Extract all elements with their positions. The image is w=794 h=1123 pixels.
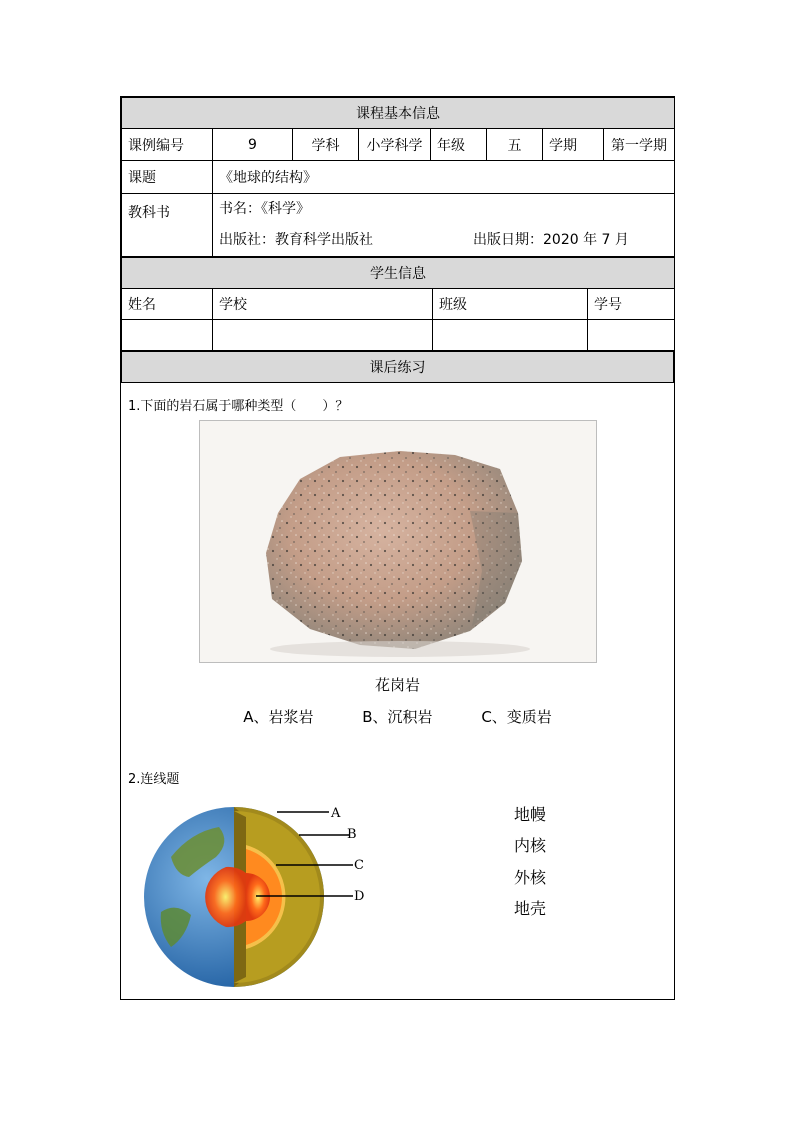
class-field[interactable] [433, 320, 588, 351]
school-label: 学校 [213, 289, 433, 320]
publisher: 出版社：教育科学出版社 [219, 232, 373, 248]
granite-photo [199, 420, 597, 663]
student-info-header: 学生信息 [122, 258, 675, 289]
answer-outer-core[interactable]: 外核 [514, 868, 547, 887]
label-c: C [354, 858, 364, 873]
question-2: 2.连线题 [128, 772, 180, 787]
student-info-table [121, 257, 675, 351]
name-label: 姓名 [122, 289, 213, 320]
topic-value: 《地球的结构》 [213, 161, 675, 194]
option-a[interactable]: A、岩浆岩 [243, 708, 314, 726]
pub-date: 出版日期：2020 年 7 月 [473, 232, 629, 248]
number-field[interactable] [588, 320, 675, 351]
book-name: 书名：《科学》 [219, 201, 310, 217]
subject-value: 小学科学 [359, 129, 431, 161]
term-label: 学期 [543, 129, 604, 161]
worksheet [120, 96, 675, 1000]
textbook-label: 教科书 [122, 194, 213, 257]
exercise-header: 课后练习 [122, 352, 674, 383]
question-1: 1.下面的岩石属于哪种类型（ ）？ [128, 399, 349, 414]
id-value: 9 [213, 129, 293, 161]
name-field[interactable] [122, 320, 213, 351]
school-field[interactable] [213, 320, 433, 351]
label-a: A [331, 806, 341, 821]
option-b[interactable]: B、沉积岩 [362, 708, 433, 726]
rock-caption: 花岗岩 [374, 676, 420, 694]
subject-label: 学科 [293, 129, 359, 161]
grade-value: 五 [487, 129, 543, 161]
textbook-cell [213, 194, 675, 257]
option-c[interactable]: C、变质岩 [481, 708, 552, 726]
answer-crust[interactable]: 地壳 [514, 899, 547, 918]
course-info-table [121, 97, 675, 257]
answer-mantle[interactable]: 地幔 [514, 805, 547, 824]
answer-inner-core[interactable]: 内核 [514, 836, 547, 855]
earth-structure-diagram [141, 797, 381, 997]
answer-options [121, 706, 674, 727]
grade-label: 年级 [431, 129, 487, 161]
id-label: 课例编号 [122, 129, 213, 161]
number-label: 学号 [588, 289, 675, 320]
class-label: 班级 [433, 289, 588, 320]
label-d: D [354, 889, 365, 904]
term-value: 第一学期 [604, 129, 675, 161]
label-b: B [347, 827, 357, 842]
topic-label: 课题 [122, 161, 213, 194]
exercise-header-table [121, 351, 674, 383]
publisher-line [213, 225, 674, 256]
granite-rock-image [200, 421, 596, 662]
course-info-header: 课程基本信息 [122, 98, 675, 129]
